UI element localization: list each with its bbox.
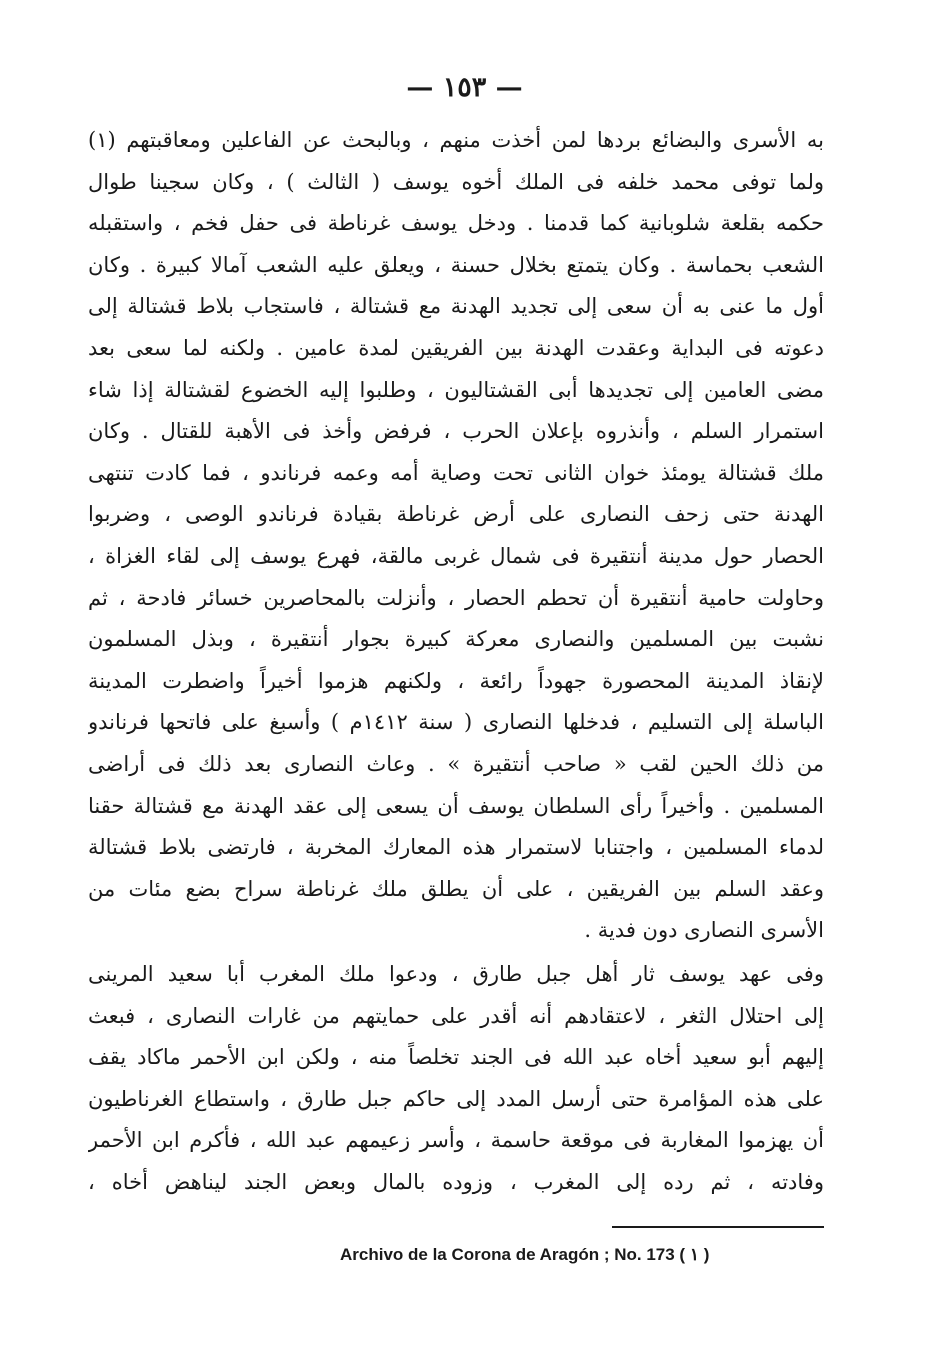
text-line: استمرار السلم ، وأنذروه بإعلان الحرب ، فرفض وأخذ فى الأهبة للقتال . وكان (88, 419, 824, 444)
text-line: على هذه المؤامرة حتى أرسل المدد إلى حاكم جبل طارق ، واستطاع الغرناطيون (88, 1086, 824, 1111)
text-line: لدماء المسلمين ، واجتنابا لاستمرار هذه المعارك المخربة ، فارتضى بلاط قشتالة (88, 835, 824, 860)
text-line: دعوته فى البداية وعقدت الهدنة بين الفريقين لمدة عامين . ولكنه لما سعى بعد (88, 335, 824, 360)
text-line: أن يهزموا المغاربة فى موقعة حاسمة ، وأسر زعيمهم عبد الله ، فأكرم ابن الأحمر (88, 1128, 824, 1153)
text-line: مضى العامين إلى تجديدها أبى القشتاليون ، وطلبوا إليه الخضوع لقشتالة إذا شاء (88, 377, 824, 402)
page-number: — ١٥٣ — (406, 72, 523, 103)
text-line: حكمه بقلعة شلوبانية كما قدمنا . ودخل يوسف غرناطة فى حفل فخم ، واستقبله (88, 211, 824, 236)
text-line: الباسلة إلى التسليم ، فدخلها النصارى ( سنة ١٤١٢م ) وأسبغ على فاتحها فرناندو (88, 710, 824, 735)
text-line: نشبت بين المسلمين والنصارى معركة كبيرة بجوار أنتقيرة ، وبذل المسلمون (88, 627, 824, 652)
text-line: الأسرى النصارى دون فدية . (584, 918, 824, 943)
text-line: إليهم أبو سعيد أخاه عبد الله فى الجند تخلصاً منه ، ولكن ابن الأحمر ماكاد يقف (88, 1045, 824, 1070)
text-line: لإنقاذ المدينة المحصورة جهوداً رائعة ، ولكنهم هزموا أخيراً واضطرت المدينة (88, 668, 824, 693)
text-line: وفادته ، ثم رده إلى المغرب ، وزوده بالمال وبعض الجند ليناهض أخاه ، (88, 1169, 824, 1194)
text-line: وحاولت حامية أنتقيرة أن تحطم الحصار ، وأنزلت بالمحاصرين خسائر فادحة ، ثم (88, 585, 824, 610)
text-line: ولما توفى محمد خلفه فى الملك أخوه يوسف ( الثالث ) ، وكان سجينا طوال (88, 169, 824, 194)
text-line: الشعب بحماسة . وكان يتمتع بخلال حسنة ، ويعلق عليه الشعب آمالا كبيرة . وكان (88, 252, 824, 277)
footnote: Archivo de la Corona de Aragón ; No. 173 ( ١ ) (340, 1245, 710, 1264)
text-line: ملك قشتالة يومئذ خوان الثانى تحت وصاية أمه وعمه فرناندو ، فما كادت تنتهى (88, 460, 824, 485)
text-line: إلى احتلال الثغر ، لاعتقادهم أنه أقدر على حمايتهم من غارات النصارى ، فبعث (88, 1003, 824, 1028)
text-line: وفى عهد يوسف ثار أهل جبل طارق ، ودعوا ملك المغرب أبا سعيد المرينى (88, 962, 824, 986)
text-line: المسلمين . وأخيراً رأى السلطان يوسف أن يسعى إلى عقد الهدنة مع قشتالة حقنا (88, 793, 824, 818)
text-line: به الأسرى والبضائع بردها لمن أخذت منهم ، وبالبحث عن الفاعلين ومعاقبتهم (١) (88, 128, 824, 152)
text-line: الهدنة حتى زحف النصارى على أرض غرناطة بقيادة فرناندو الوصى ، وضربوا (88, 502, 824, 527)
paragraph-2 (88, 954, 824, 1204)
text-line: أول ما عنى به أن سعى إلى تجديد الهدنة مع قشتالة ، فاستجاب بلاط قشتالة إلى (88, 294, 824, 319)
footnote-divider (612, 1226, 824, 1228)
paragraph-1 (88, 120, 824, 952)
text-line: الحصار حول مدينة أنتقيرة فى شمال غربى مالقة، فهرع يوسف إلى لقاء الغزاة ، (88, 543, 824, 568)
text-line: وعقد السلم بين الفريقين ، على أن يطلق ملك غرناطة سراح بضع مئات من (88, 876, 824, 901)
text-line: من ذلك الحين لقب « صاحب أنتقيرة » . وعاث النصارى بعد ذلك فى أراضى (88, 751, 824, 776)
